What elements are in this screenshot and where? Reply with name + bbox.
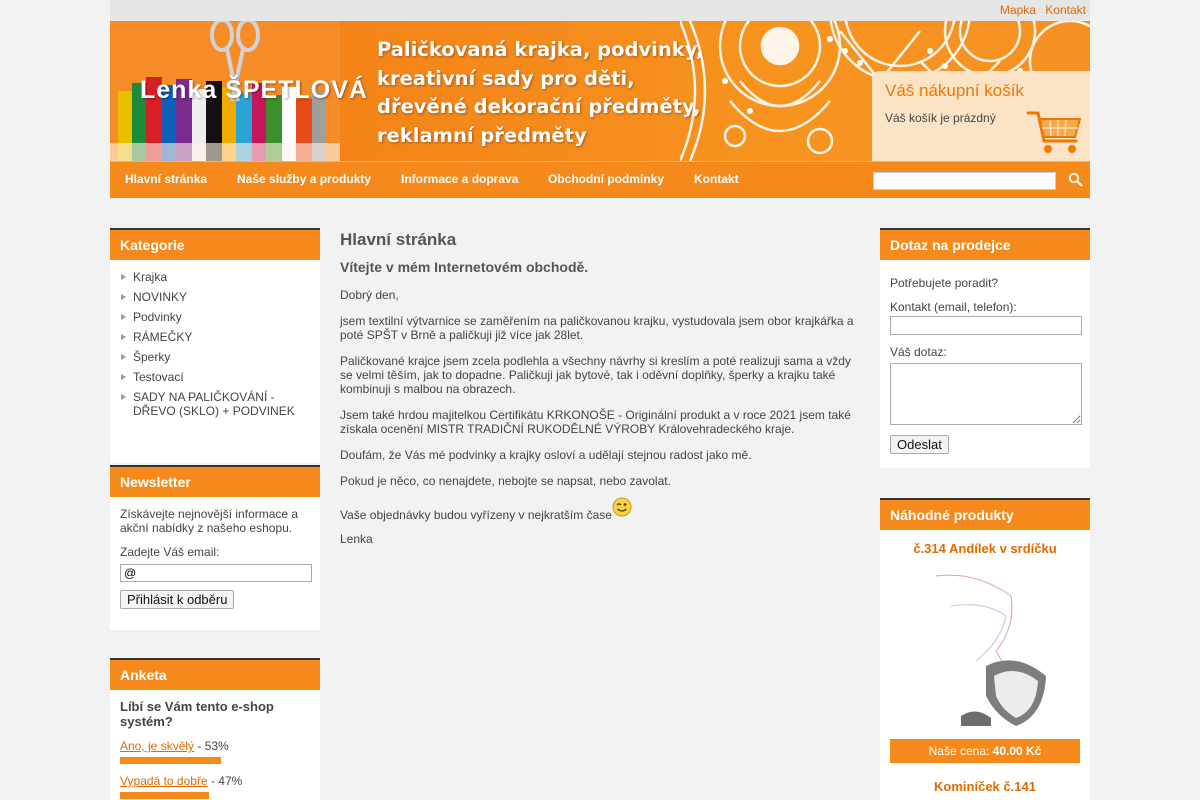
price-label: Naše cena:: [928, 744, 990, 758]
slogan-line: dřevěné dekorační předměty,: [377, 95, 701, 118]
inquiry-body: [880, 260, 1090, 464]
content-paragraph: Doufám, že Vás mé podvinky a krajky osloví a udělají stejnou radost jako mě.: [340, 448, 752, 462]
poll-answer-percent: - 47%: [207, 774, 243, 788]
contact-link[interactable]: Kontakt: [1045, 3, 1086, 17]
category-item[interactable]: Šperky: [120, 350, 320, 364]
category-item[interactable]: RÁMEČKY: [120, 330, 320, 344]
content-paragraph: Vaše objednávky budou vyřízeny v nejkratším čase: [340, 508, 612, 522]
slogan-line: reklamní předměty: [377, 123, 587, 147]
shopping-cart[interactable]: [872, 71, 1090, 161]
email-label: Zadejte Váš email:: [120, 545, 220, 559]
content-paragraph: Jsem také hrdou majitelkou Certifikátu KRKONOŠE - Originální produkt a v roce 2021 jsem také získala ocenění MISTR TRADIČNÍ RUKODĚLNÉ VÝROBY Královehradeckého kraje.: [340, 408, 851, 436]
newsletter-box: [110, 465, 320, 630]
category-item[interactable]: Podvinky: [120, 310, 320, 324]
main-content: [340, 198, 860, 546]
newsletter-body: [110, 497, 320, 619]
poll-title: Anketa: [110, 658, 320, 690]
site-header: [110, 21, 1090, 161]
category-item[interactable]: SADY NA PALIČKOVÁNÍ - DŘEVO (SKLO) + PODVINEK: [120, 390, 320, 418]
nav-home[interactable]: Hlavní stránka: [125, 172, 208, 186]
inquiry-intro: Potřebujete poradit?: [890, 276, 999, 290]
wink-smiley-icon: [612, 497, 632, 517]
poll-box: [110, 658, 320, 800]
product-name[interactable]: č.314 Andílek v srdíčku: [913, 541, 1057, 556]
product-name[interactable]: Kominíček č.141: [934, 779, 1036, 794]
contact-field[interactable]: [890, 316, 1082, 335]
random-products-box: [880, 498, 1090, 800]
question-label: Váš dotaz:: [890, 345, 947, 359]
content-paragraph-with-smiley: [340, 497, 860, 522]
poll-question: Líbí se Vám tento e-shop systém?: [120, 699, 274, 729]
welcome-heading: Vítejte v mém Internetovém obchodě.: [340, 259, 589, 275]
shop-name[interactable]: Lenka ŠPETLOVÁ: [140, 76, 368, 104]
poll-result-bar: [120, 792, 209, 799]
nav-info-shipping[interactable]: Informace a doprava: [401, 172, 519, 186]
page: [110, 0, 1090, 800]
top-bar: [110, 0, 1090, 21]
page-title: Hlavní stránka: [340, 230, 457, 249]
content-paragraph: Pokud je něco, co nenajdete, nebojte se napsat, nebo zavolat.: [340, 474, 671, 488]
poll-answer-link[interactable]: Ano, je skvělý: [120, 739, 195, 753]
product-price: [890, 739, 1080, 763]
poll-answer-percent: - 53%: [194, 739, 229, 753]
categories-box: [110, 228, 320, 463]
nav-contact[interactable]: Kontakt: [694, 172, 739, 186]
category-item[interactable]: Krajka: [120, 270, 320, 284]
categories-title: Kategorie: [110, 228, 320, 260]
inquiry-box: [880, 228, 1090, 468]
cart-icon[interactable]: [1026, 109, 1082, 157]
product-image[interactable]: [916, 566, 1054, 726]
poll-answer: [120, 739, 310, 764]
newsletter-title: Newsletter: [110, 465, 320, 497]
content-paragraph: jsem textilní výtvarnice se zaměřením na paličkovanou krajku, vystudovala jsem obor krajkářka a poté SPŠT v Brně a paličkuji již více jak 28let.: [340, 314, 854, 342]
content-paragraph: Dobrý den,: [340, 288, 399, 302]
newsletter-text: Získávejte nejnovější informace a akční nabídky z našeho eshopu.: [120, 507, 299, 535]
content-paragraph: Paličkované krajce jsem zcela podlehla a všechny návrhy si kreslím a poté realizuji sama a vždy se velmi těším, jak to dopadne. Paličkuji jak bytové, tak i oděvní doplňky, šperky a krajku také kombinuji s malbou na obrazech.: [340, 354, 851, 396]
price-value: 40.00 Kč: [992, 744, 1042, 758]
random-products-title: Náhodné produkty: [880, 498, 1090, 530]
slogan-line: kreativní sady pro děti,: [377, 66, 635, 90]
poll-answer-link[interactable]: Vypadá to dobře: [120, 774, 208, 788]
slogan-line: Paličkovaná krajka, podvinky,: [377, 38, 704, 61]
question-textarea[interactable]: [890, 363, 1082, 425]
nav-services-products[interactable]: Naše služby a produkty: [237, 172, 372, 186]
send-inquiry-button[interactable]: Odeslat: [890, 435, 949, 454]
poll-body: [110, 690, 320, 800]
category-item[interactable]: Testovací: [120, 370, 320, 384]
category-item[interactable]: NOVINKY: [120, 290, 320, 304]
contact-label: Kontakt (email, telefon):: [890, 300, 1017, 314]
poll-answer: [120, 774, 310, 799]
category-list: [110, 260, 320, 418]
cart-status: Váš košík je prázdný: [885, 111, 996, 125]
content-signature: Lenka: [340, 532, 373, 546]
nav-terms[interactable]: Obchodní podmínky: [548, 172, 664, 186]
inquiry-title: Dotaz na prodejce: [880, 228, 1090, 260]
header-slogan: [377, 36, 703, 150]
sitemap-link[interactable]: Mapka: [999, 3, 1036, 17]
poll-result-bar: [120, 757, 221, 764]
subscribe-button[interactable]: Přihlásit k odběru: [120, 590, 234, 609]
newsletter-email-input[interactable]: [120, 564, 312, 582]
main-nav: [110, 161, 1090, 198]
search-icon[interactable]: [1068, 172, 1084, 188]
search-input[interactable]: [873, 172, 1056, 190]
cart-title[interactable]: Váš nákupní košík: [885, 81, 1024, 100]
product-card: [880, 530, 1090, 794]
